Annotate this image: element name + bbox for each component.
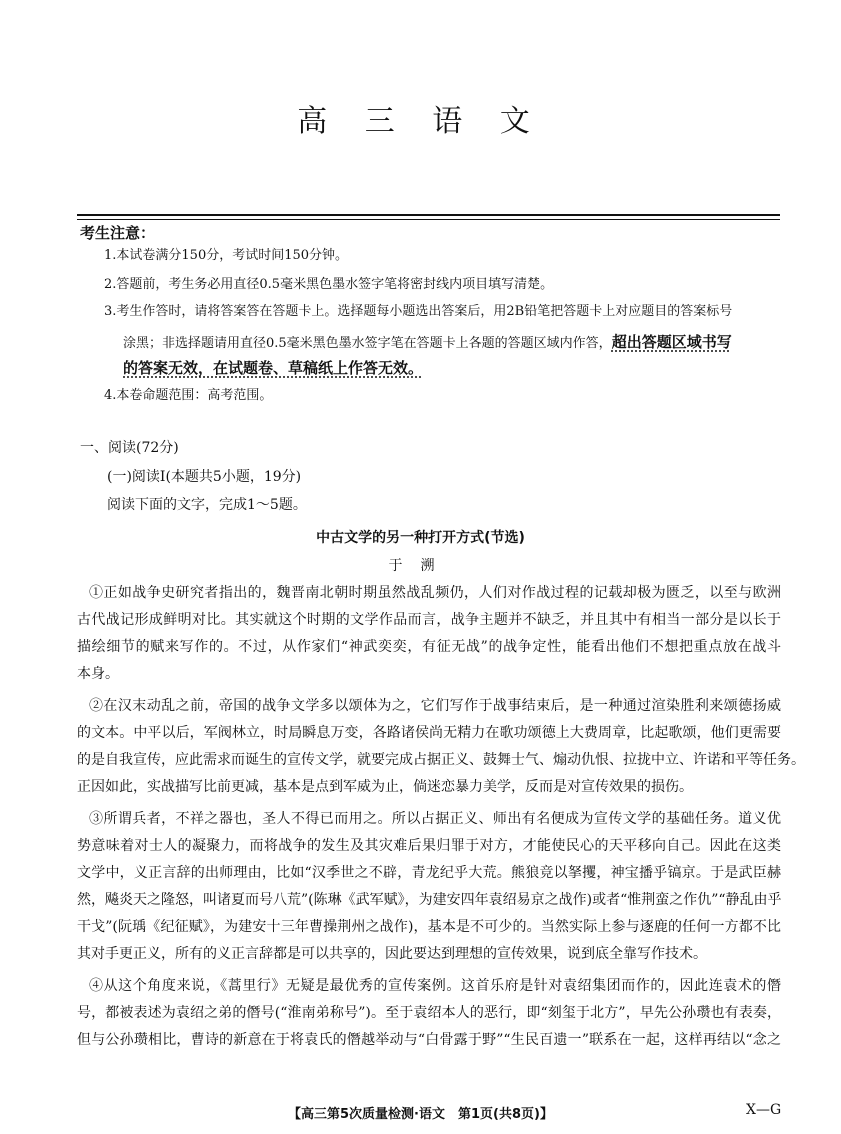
notice-item-3-line-1: 3.考生作答时，请将答案答在答题卡上。选择题每小题选出答案后，用2B铅笔把答题卡上对应题目的答案标号: [104, 304, 733, 319]
paper-code: X—G: [746, 1102, 782, 1118]
notice-item-3-emphasis: 超出答题区域书写: [611, 333, 732, 351]
article-line: ②在汉末动乱之前，帝国的战争文学多以颂体为之，它们写作于战事结束后，是一种通过渲染胜利来颂德扬威: [89, 698, 781, 714]
article-line: 本身。: [77, 666, 119, 682]
article-line: 的文本。中平以后，军阀林立，时局瞬息万变，各路诸侯尚无精力在歌功颂德上大费周章，比起歌颂，他们更需要: [77, 725, 781, 741]
notice-item-1: 1.本试卷满分150分，考试时间150分钟。: [104, 248, 349, 263]
article-line: 号，都被表述为袁绍之弟的僭号(“淮南弟称号”)。至于袁绍本人的恶行，即“刻玺于北方”，早先公孙瓒也有表奏，: [77, 1005, 781, 1021]
page-title: 高 三 语 文: [297, 104, 544, 139]
notice-item-4: 4.本卷命题范围：高考范围。: [104, 388, 273, 403]
notice-item-3-plain: 涂黑；非选择题请用直径0.5毫米黑色墨水签字笔在答题卡上各题的答题区域内作答，: [123, 336, 612, 351]
page-footer: 【高三第5次质量检测·语文 第1页(共8页)】: [288, 1107, 553, 1122]
header-divider-thin: [77, 219, 780, 220]
article-line: 文学中，义正言辞的出师理由，比如“汉季世之不辟，青龙纪乎大荒。熊狼竞以拏攫，神宝播乎镐京。于是武臣赫: [77, 865, 781, 881]
section-sub-heading: (一)阅读Ⅰ(本题共5小题，19分): [107, 469, 302, 485]
article-line: ③所谓兵者，不祥之器也，圣人不得已而用之。所以占据正义、师出有名便成为宣传文学的基础任务。道义优: [89, 811, 781, 827]
article-line: ④从这个角度来说，《蒿里行》无疑是最优秀的宣传案例。这首乐府是针对袁绍集团而作的，因此连袁术的僭: [89, 978, 781, 994]
article-line: 的是自我宣传，应此需求而诞生的宣传文学，就要完成占据正义、鼓舞士气、煽动仇恨、拉拢中立、许诺和平等任务。: [77, 752, 805, 768]
header-divider-thick: [77, 214, 780, 216]
article-line: 然，飚炎天之隆怒，叫诸夏而号八荒”(陈琳《武军赋》，为建安四年袁绍易京之战作)或者“惟荆蛮之作仇”“静乱由乎: [77, 892, 782, 908]
section-instruction: 阅读下面的文字，完成1～5题。: [107, 497, 307, 513]
article-author: 于溯: [388, 558, 453, 574]
notice-title: 考生注意：: [80, 224, 156, 242]
article-line: 但与公孙瓒相比，曹诗的新意在于将袁氏的僭越举动与“白骨露于野”“生民百遗一”联系在一起，这样再结以“念之: [77, 1032, 781, 1048]
article-line: 正因如此，实战描写比前更减，基本是点到军威为止，倘迷恋暴力美学，反而是对宣传效果的损伤。: [77, 779, 693, 795]
notice-item-2: 2.答题前，考生务必用直径0.5毫米黑色墨水签字笔将密封线内项目填写清楚。: [104, 277, 554, 292]
article-line: 其对手更正义，所有的义正言辞都是可以共享的，因此要达到理想的宣传效果，说到底全靠写作技术。: [77, 946, 707, 962]
article-line: 势意味着对士人的凝聚力，而将战争的发生及其灾难后果归罪于对方，才能使民心的天平移向自己。因此在这类: [77, 838, 781, 854]
notice-item-3-line-3: 的答案无效，在试题卷、草稿纸上作答无效。: [123, 359, 424, 377]
article-line: 古代战记形成鲜明对比。其实就这个时期的文学作品而言，战争主题并不缺乏，并且其中有相当一部分是以长于: [77, 612, 781, 628]
article-title: 中古文学的另一种打开方式(节选): [316, 530, 525, 546]
notice-item-3-line-2: [123, 331, 732, 352]
section-heading: 一、阅读(72分): [80, 440, 179, 456]
article-line: 干戈”(阮瑀《纪征赋》，为建安十三年曹操荆州之战作)，基本是不可少的。当然实际上参与逐鹿的任何一方都不比: [77, 919, 781, 935]
article-line: ①正如战争史研究者指出的，魏晋南北朝时期虽然战乱频仍，人们对作战过程的记载却极为匮乏，以至与欧洲: [89, 585, 781, 601]
article-line: 描绘细节的赋来写作的。不过，从作家们“神武奕奕，有征无战”的战争定性，能看出他们不想把重点放在战斗: [77, 639, 781, 655]
